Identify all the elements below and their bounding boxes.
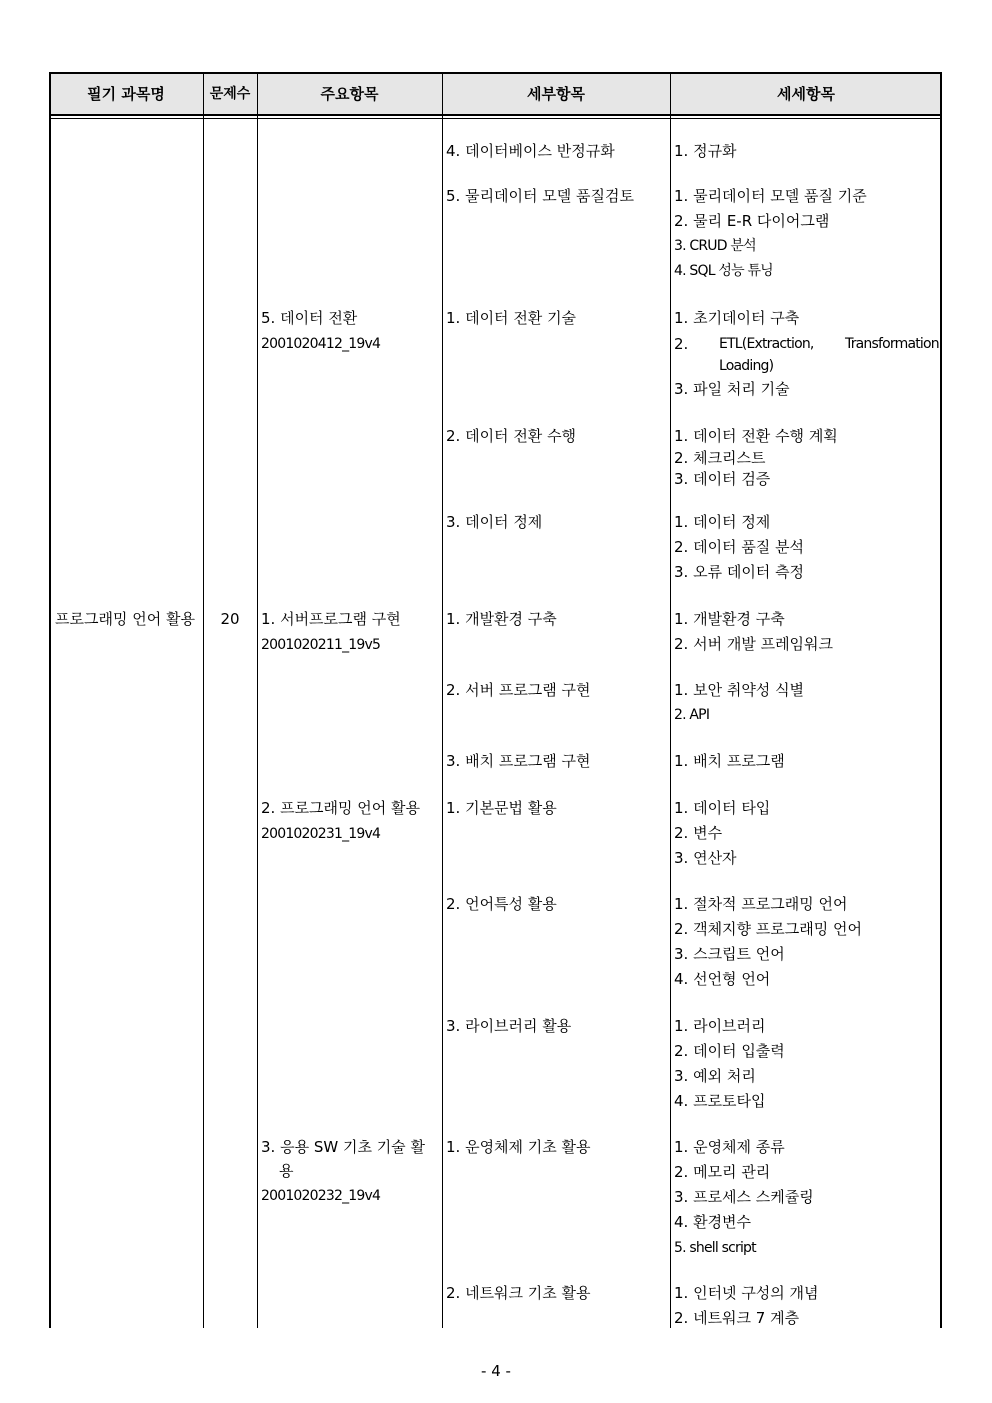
sub-item: 3. 라이브러리 활용 (446, 1017, 572, 1035)
main-item-title: 2. 프로그래밍 언어 활용 (261, 799, 421, 817)
detail-item: 2. 메모리 관리 (674, 1163, 771, 1181)
detail-item: 1. 물리데이터 모델 품질 기준 (674, 187, 867, 205)
detail-item: 4. 프로토타입 (674, 1092, 766, 1110)
detail-item: 1. 초기데이터 구축 (674, 309, 800, 327)
main-item-title-cont: 용 (279, 1162, 294, 1180)
detail-item: 2. 객체지향 프로그래밍 언어 (674, 920, 863, 938)
subject-name: 프로그래밍 언어 활용 (55, 610, 195, 628)
sub-item: 2. 네트워크 기초 활용 (446, 1284, 591, 1302)
detail-item: 2. 체크리스트 (674, 449, 766, 467)
detail-item: 2. 변수 (674, 824, 723, 842)
detail-item: 3. 예외 처리 (674, 1067, 756, 1085)
main-item-code: 2001020232_19v4 (261, 1188, 381, 1204)
detail-item-number: 2. (674, 335, 689, 353)
detail-item: 3. 파일 처리 기술 (674, 380, 790, 398)
detail-item: 1. 정규화 (674, 142, 737, 160)
main-item-code: 2001020211_19v5 (261, 637, 381, 653)
detail-item: 2. 네트워크 7 계층 (674, 1309, 800, 1327)
detail-item: 1. 배치 프로그램 (674, 752, 785, 770)
detail-item: 3. 연산자 (674, 849, 737, 867)
header-sub: 세부항목 (527, 85, 585, 103)
detail-item: ETL(Extraction, (719, 336, 814, 352)
header-count: 문제수 (209, 86, 251, 102)
sub-item: 2. 서버 프로그램 구현 (446, 681, 591, 699)
sub-item: 1. 개발환경 구축 (446, 610, 557, 628)
detail-item: 5. shell script (674, 1240, 756, 1256)
detail-item: 4. SQL 성능 튜닝 (674, 263, 773, 279)
detail-item: 1. 인터넷 구성의 개념 (674, 1284, 819, 1302)
detail-item: 3. CRUD 분석 (674, 238, 756, 254)
main-item-title: 3. 응용 SW 기초 기술 활 (261, 1138, 425, 1156)
main-item-title: 5. 데이터 전환 (261, 309, 358, 327)
table-border-left (49, 72, 51, 1328)
page-number: - 4 - (481, 1362, 511, 1380)
detail-item: 3. 데이터 검증 (674, 470, 771, 488)
main-item-code: 2001020231_19v4 (261, 826, 381, 842)
detail-item: 2. 서버 개발 프레임워크 (674, 635, 834, 653)
column-divider (203, 72, 204, 1328)
column-divider (670, 72, 671, 1328)
detail-item: 2. 데이터 품질 분석 (674, 538, 805, 556)
detail-item-cont: Loading) (719, 358, 774, 374)
main-item-code: 2001020412_19v4 (261, 336, 381, 352)
sub-item: 1. 기본문법 활용 (446, 799, 557, 817)
column-divider (442, 72, 443, 1328)
header-divider (49, 116, 942, 119)
header-subject: 필기 과목명 (87, 85, 165, 103)
detail-item: 3. 스크립트 언어 (674, 945, 785, 963)
detail-item: 2. 물리 E-R 다이어그램 (674, 212, 830, 230)
sub-item: 2. 데이터 전환 수행 (446, 427, 577, 445)
detail-item: 1. 데이터 전환 수행 계획 (674, 427, 838, 445)
sub-item: 3. 데이터 정제 (446, 513, 543, 531)
detail-item: 1. 운영체제 종류 (674, 1138, 785, 1156)
detail-item: 1. 개발환경 구축 (674, 610, 785, 628)
detail-item: 1. 데이터 타입 (674, 799, 771, 817)
detail-item: 1. 라이브러리 (674, 1017, 766, 1035)
header-main: 주요항목 (320, 85, 379, 103)
header-detail: 세세항목 (777, 85, 835, 103)
detail-item: 3. 프로세스 스케쥴링 (674, 1188, 814, 1206)
detail-item: 1. 데이터 정제 (674, 513, 771, 531)
detail-item: 4. 선언형 언어 (674, 970, 771, 988)
column-divider (257, 72, 258, 1328)
subject-count: 20 (220, 610, 240, 628)
detail-item: 3. 오류 데이터 측정 (674, 563, 805, 581)
table-border-right (940, 72, 942, 1328)
detail-item: 1. 보안 취약성 식별 (674, 681, 805, 699)
detail-item: 2. 데이터 입출력 (674, 1042, 785, 1060)
detail-item: 2. API (674, 707, 710, 723)
sub-item: 1. 운영체제 기초 활용 (446, 1138, 591, 1156)
sub-item: 1. 데이터 전환 기술 (446, 309, 577, 327)
sub-item: 4. 데이터베이스 반정규화 (446, 142, 615, 160)
main-item-title: 1. 서버프로그램 구현 (261, 610, 401, 628)
detail-item: 1. 절차적 프로그래밍 언어 (674, 895, 848, 913)
sub-item: 5. 물리데이터 모델 품질검토 (446, 187, 635, 205)
detail-item: Transformation, (845, 336, 943, 352)
sub-item: 2. 언어특성 활용 (446, 895, 557, 913)
detail-item: 4. 환경변수 (674, 1213, 752, 1231)
sub-item: 3. 배치 프로그램 구현 (446, 752, 591, 770)
